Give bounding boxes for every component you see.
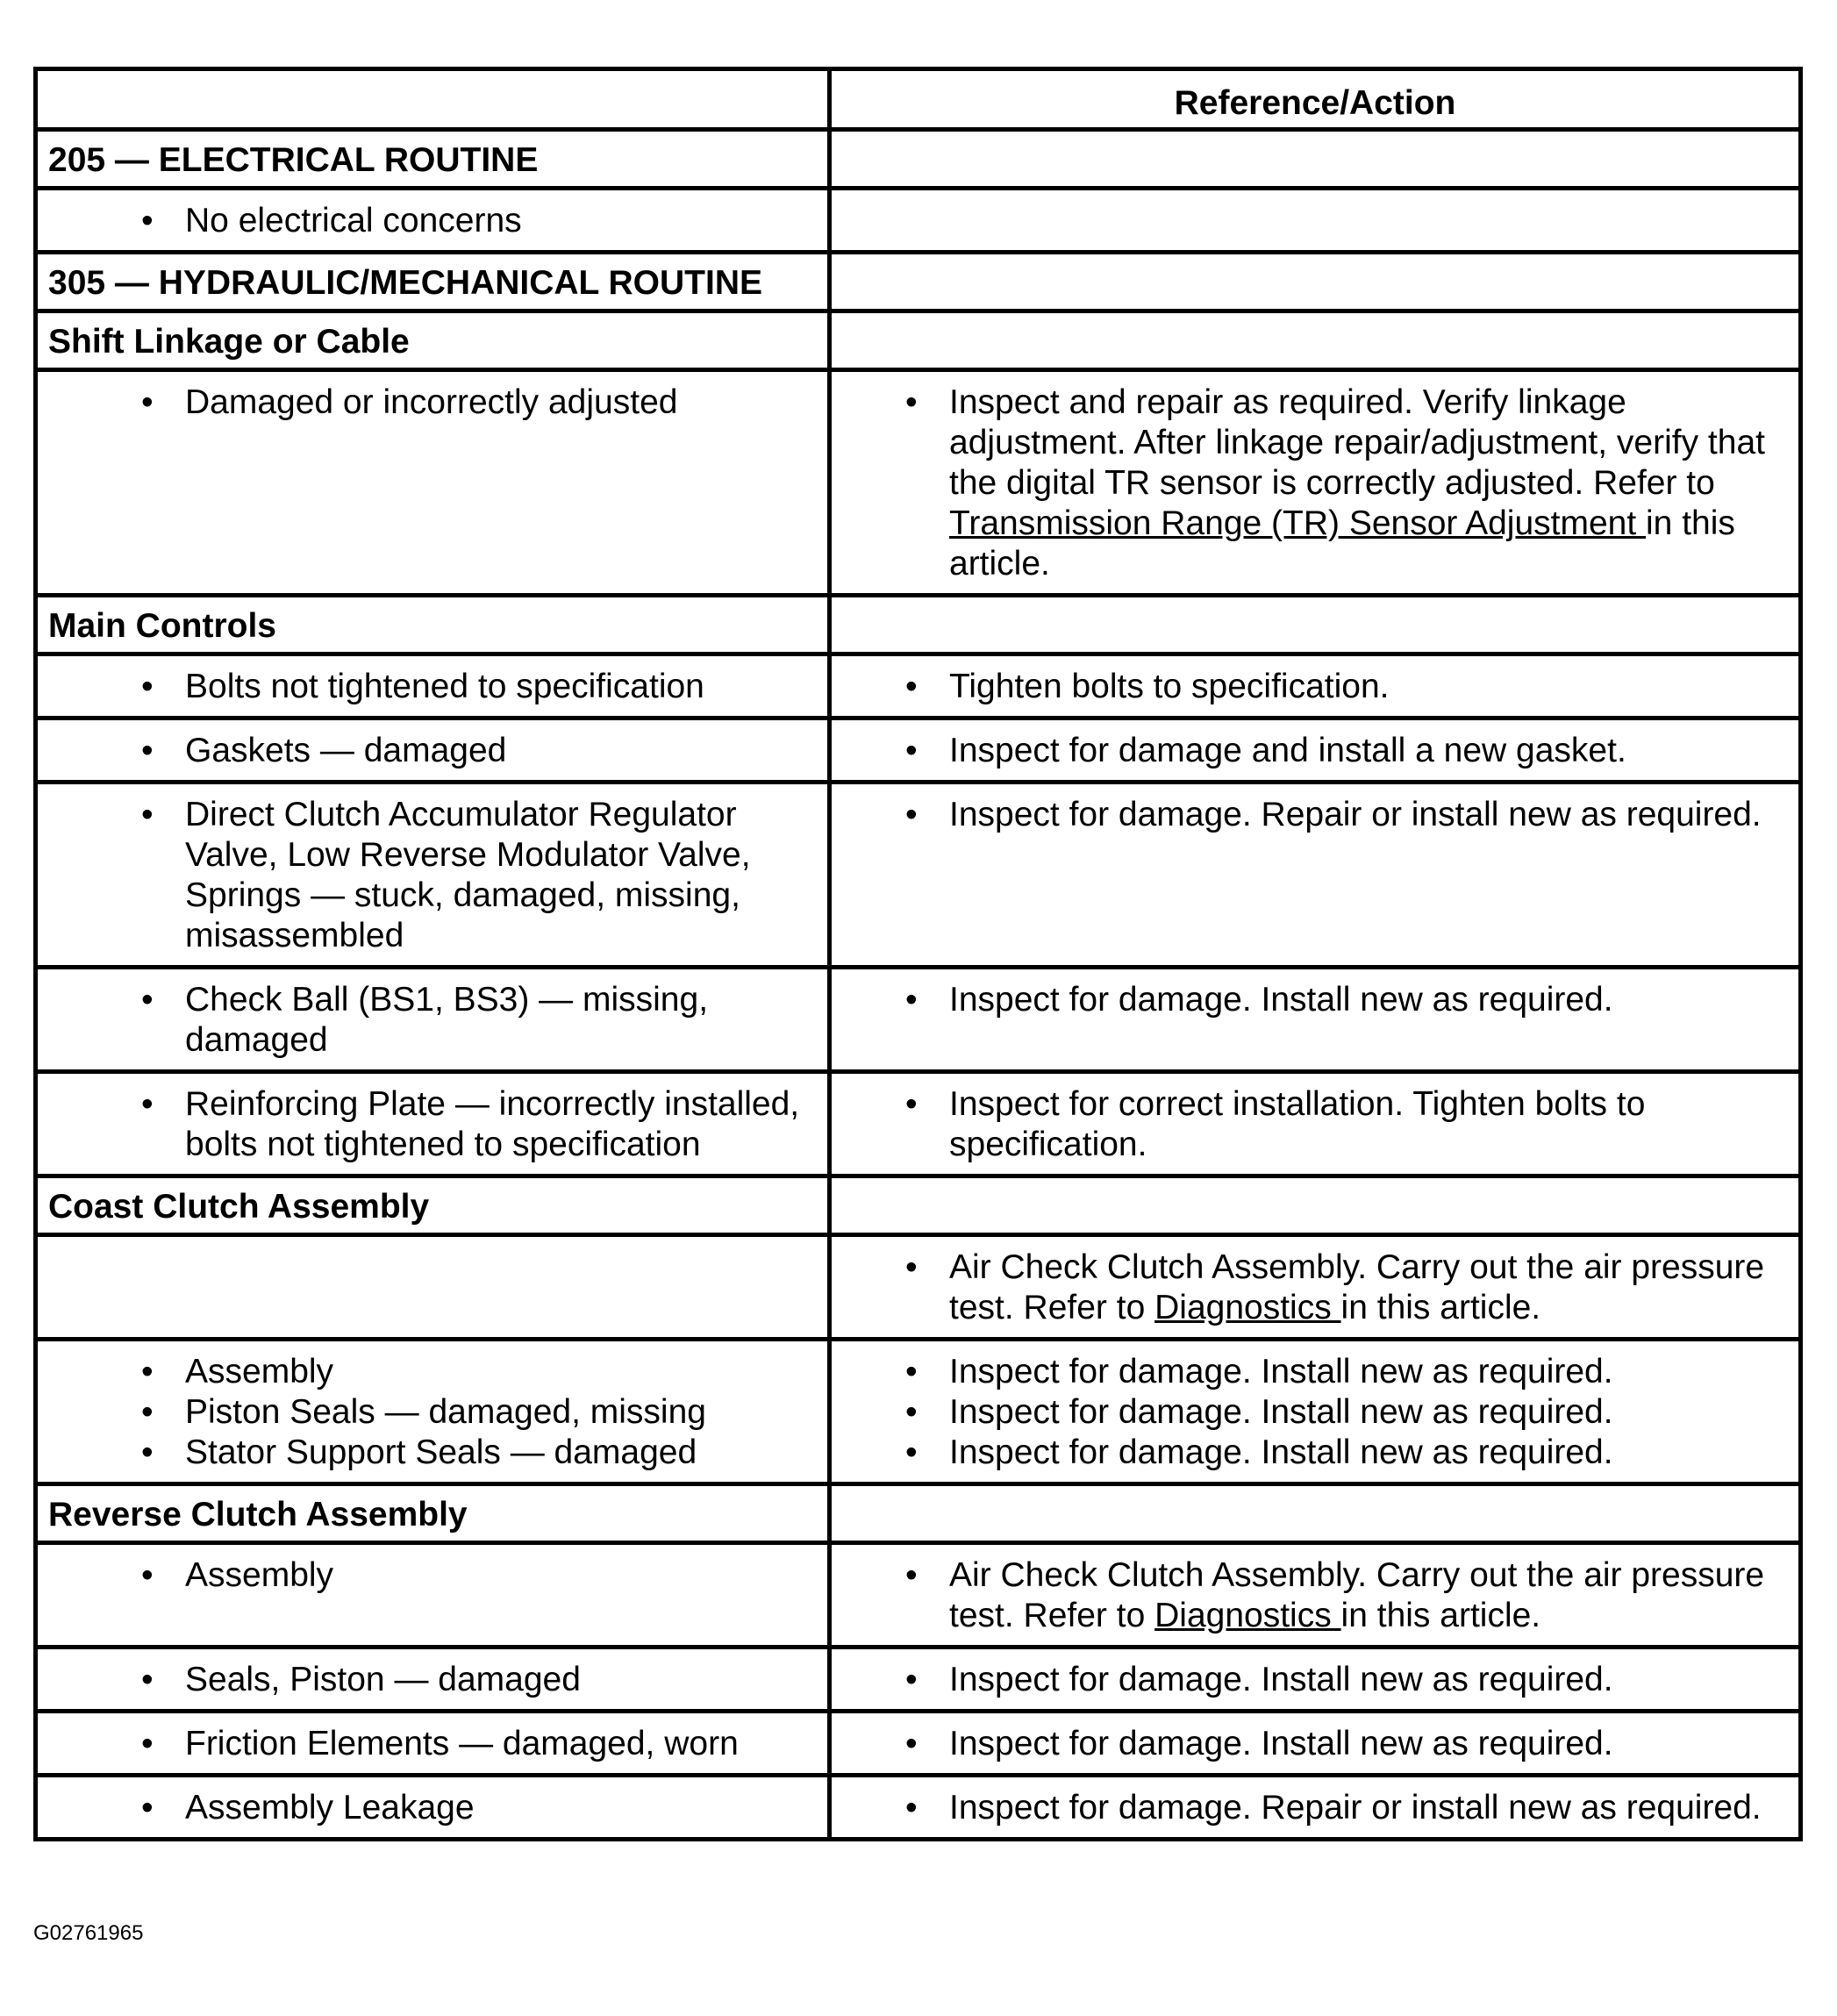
action-cell xyxy=(830,654,1801,718)
table-row xyxy=(36,783,1801,968)
action-text: Air Check Clutch Assembly. Carry out the air pressure test. Refer to xyxy=(949,1556,1765,1634)
action-item: • Inspect for damage. Install new as required. xyxy=(832,1352,1788,1392)
cause-item: • Damaged or incorrectly adjusted xyxy=(38,382,817,423)
section-reverse-clutch: Reverse Clutch Assembly xyxy=(36,1484,830,1543)
action-item: • Inspect for correct installation. Tighten bolts to specification. xyxy=(832,1084,1788,1165)
action-cell xyxy=(830,1543,1801,1648)
diagnostic-table xyxy=(33,67,1803,1841)
empty-cell xyxy=(830,1176,1801,1235)
cause-item: • Seals, Piston — damaged xyxy=(38,1660,817,1700)
action-cell xyxy=(830,370,1801,596)
cause-item: • Gaskets — damaged xyxy=(38,731,817,771)
section-row xyxy=(36,130,1801,189)
table-row xyxy=(36,189,1801,253)
action-item: • Inspect for damage. Repair or install new as required. xyxy=(832,1788,1788,1828)
cause-item: • Check Ball (BS1, BS3) — missing, damaged xyxy=(38,980,817,1061)
action-text: Air Check Clutch Assembly. Carry out the air pressure test. Refer to xyxy=(949,1248,1765,1326)
cause-cell xyxy=(36,968,830,1072)
figure-id: G02761965 xyxy=(33,1921,144,1945)
cause-cell xyxy=(36,1776,830,1840)
section-coast-clutch: Coast Clutch Assembly xyxy=(36,1176,830,1235)
tr-sensor-adjustment-link[interactable]: Transmission Range (TR) Sensor Adjustment xyxy=(949,504,1647,542)
empty-cell xyxy=(830,1484,1801,1543)
action-tail: in this article. xyxy=(949,504,1735,583)
diagnostics-link[interactable]: Diagnostics xyxy=(1154,1289,1341,1326)
table-row xyxy=(36,1072,1801,1176)
cause-item: • Direct Clutch Accumulator Regulator Valve, Low Reverse Modulator Valve, Springs — stuck, damaged, missing, misassembled xyxy=(38,795,817,956)
cause-cell xyxy=(36,1543,830,1648)
table-row xyxy=(36,654,1801,718)
action-cell xyxy=(830,1340,1801,1484)
header-reference-action: Reference/Action xyxy=(830,69,1801,130)
empty-cell xyxy=(830,130,1801,189)
action-item: • Inspect for damage and install a new gasket. xyxy=(832,731,1788,771)
empty-cell xyxy=(36,1235,830,1340)
cause-item: • Assembly Leakage xyxy=(38,1788,817,1828)
action-item: • Inspect for damage. Install new as required. xyxy=(832,1660,1788,1700)
cause-item: • Stator Support Seals — damaged xyxy=(38,1433,817,1473)
action-item xyxy=(832,1247,1788,1328)
section-row xyxy=(36,1176,1801,1235)
cause-cell xyxy=(36,654,830,718)
action-item: • Inspect for damage. Install new as required. xyxy=(832,1392,1788,1433)
section-row xyxy=(36,311,1801,370)
table-row xyxy=(36,370,1801,596)
table-row xyxy=(36,1648,1801,1712)
table-row xyxy=(36,718,1801,783)
table-row xyxy=(36,1776,1801,1840)
table-row xyxy=(36,1340,1801,1484)
action-tail: in this article. xyxy=(1340,1597,1541,1634)
cause-cell xyxy=(36,1712,830,1776)
table-row xyxy=(36,1235,1801,1340)
cause-item: • Friction Elements — damaged, worn xyxy=(38,1724,817,1764)
cause-cell xyxy=(36,370,830,596)
empty-cell xyxy=(830,189,1801,253)
action-item: • Tighten bolts to specification. xyxy=(832,667,1788,707)
table-row xyxy=(36,1543,1801,1648)
cause-cell xyxy=(36,718,830,783)
header-row xyxy=(36,69,1801,130)
section-row xyxy=(36,253,1801,311)
cause-item: • No electrical concerns xyxy=(38,201,817,241)
empty-cell xyxy=(830,253,1801,311)
section-main-controls: Main Controls xyxy=(36,596,830,654)
action-tail: in this article. xyxy=(1340,1289,1541,1326)
action-cell xyxy=(830,718,1801,783)
action-item: • Inspect for damage. Repair or install new as required. xyxy=(832,795,1788,835)
table-row xyxy=(36,968,1801,1072)
cause-item: • Reinforcing Plate — incorrectly installed, bolts not tightened to specification xyxy=(38,1084,817,1165)
header-condition xyxy=(36,69,830,130)
cause-cell xyxy=(36,189,830,253)
action-item: • Inspect for damage. Install new as required. xyxy=(832,980,1788,1020)
action-text: Inspect and repair as required. Verify linkage adjustment. After linkage repair/adjustment, verify that the digital TR sensor is correctly adjusted. Refer to xyxy=(949,383,1765,502)
table-row xyxy=(36,1712,1801,1776)
cause-item: • Piston Seals — damaged, missing xyxy=(38,1392,817,1433)
action-cell xyxy=(830,968,1801,1072)
cause-item: • Assembly xyxy=(38,1352,817,1392)
cause-cell xyxy=(36,783,830,968)
action-item xyxy=(832,382,1788,584)
empty-cell xyxy=(830,311,1801,370)
section-shift-linkage: Shift Linkage or Cable xyxy=(36,311,830,370)
action-cell xyxy=(830,1235,1801,1340)
action-item xyxy=(832,1555,1788,1636)
cause-item: • Assembly xyxy=(38,1555,817,1596)
cause-cell xyxy=(36,1648,830,1712)
action-item: • Inspect for damage. Install new as required. xyxy=(832,1433,1788,1473)
action-cell xyxy=(830,783,1801,968)
cause-item: • Bolts not tightened to specification xyxy=(38,667,817,707)
section-electrical: 205 — ELECTRICAL ROUTINE xyxy=(36,130,830,189)
action-cell xyxy=(830,1072,1801,1176)
section-row xyxy=(36,1484,1801,1543)
cause-cell xyxy=(36,1072,830,1176)
action-cell xyxy=(830,1776,1801,1840)
action-item: • Inspect for damage. Install new as required. xyxy=(832,1724,1788,1764)
empty-cell xyxy=(830,596,1801,654)
diagnostics-link[interactable]: Diagnostics xyxy=(1154,1597,1341,1634)
section-hydraulic: 305 — HYDRAULIC/MECHANICAL ROUTINE xyxy=(36,253,830,311)
action-cell xyxy=(830,1712,1801,1776)
action-cell xyxy=(830,1648,1801,1712)
cause-cell xyxy=(36,1340,830,1484)
section-row xyxy=(36,596,1801,654)
